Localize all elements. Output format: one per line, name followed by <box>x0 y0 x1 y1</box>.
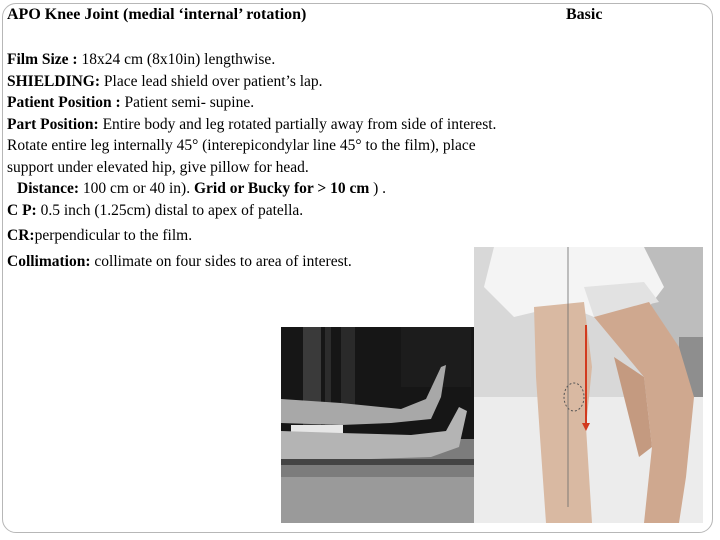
film-size-label: Film Size : <box>7 51 78 68</box>
rotate-line-1: Rotate entire leg internally 45° (interepicondylar line 45° to the film), place <box>7 137 476 154</box>
patient-position-line <box>7 92 607 114</box>
shielding-label: SHIELDING: <box>7 72 101 90</box>
cr-label: CR: <box>7 227 35 244</box>
cp-value: 0.5 inch (1.25cm) distal to apex of patella. <box>36 201 304 219</box>
level-badge: Basic <box>566 6 603 23</box>
slide-title <box>7 6 306 24</box>
central-ray-line <box>7 225 607 247</box>
patient-supine-photo <box>281 327 475 523</box>
central-point-line <box>7 200 607 222</box>
collimation-label: Collimation: <box>7 252 91 270</box>
patient-position-value: Patient semi- supine. <box>120 94 255 111</box>
patient-position-label: Patient Position : <box>7 94 121 111</box>
rotate-line-2: support under elevated hip, give pillow for head. <box>7 158 309 176</box>
part-position-value: Entire body and leg rotated partially away from side of interest. <box>98 115 497 133</box>
distance-label: Distance: <box>17 180 79 197</box>
collimation-value: collimate on four sides to area of interest. <box>90 252 352 270</box>
distance-value: 100 cm or 40 in). <box>79 180 194 197</box>
instructions <box>7 49 607 272</box>
part-position-line <box>7 114 607 136</box>
shielding-value: Place lead shield over patient’s lap. <box>100 72 323 90</box>
part-position-label: Part Position: <box>7 115 99 133</box>
film-size-line <box>7 49 607 71</box>
distance-line <box>7 178 607 200</box>
cp-label: C P: <box>7 201 37 219</box>
cr-value: perpendicular to the film. <box>34 227 193 244</box>
title-sub: (medial ‘internal’ rotation) <box>123 6 307 23</box>
title-main: APO Knee Joint <box>7 6 119 23</box>
grid-end: ) . <box>369 180 387 197</box>
shielding-line <box>7 71 607 93</box>
knee-rotation-photo <box>474 247 703 523</box>
film-size-value: 18x24 cm (8x10in) lengthwise. <box>77 51 276 68</box>
grid-label: Grid or Bucky for <box>193 180 314 197</box>
grid-value: > 10 cm <box>313 180 370 197</box>
